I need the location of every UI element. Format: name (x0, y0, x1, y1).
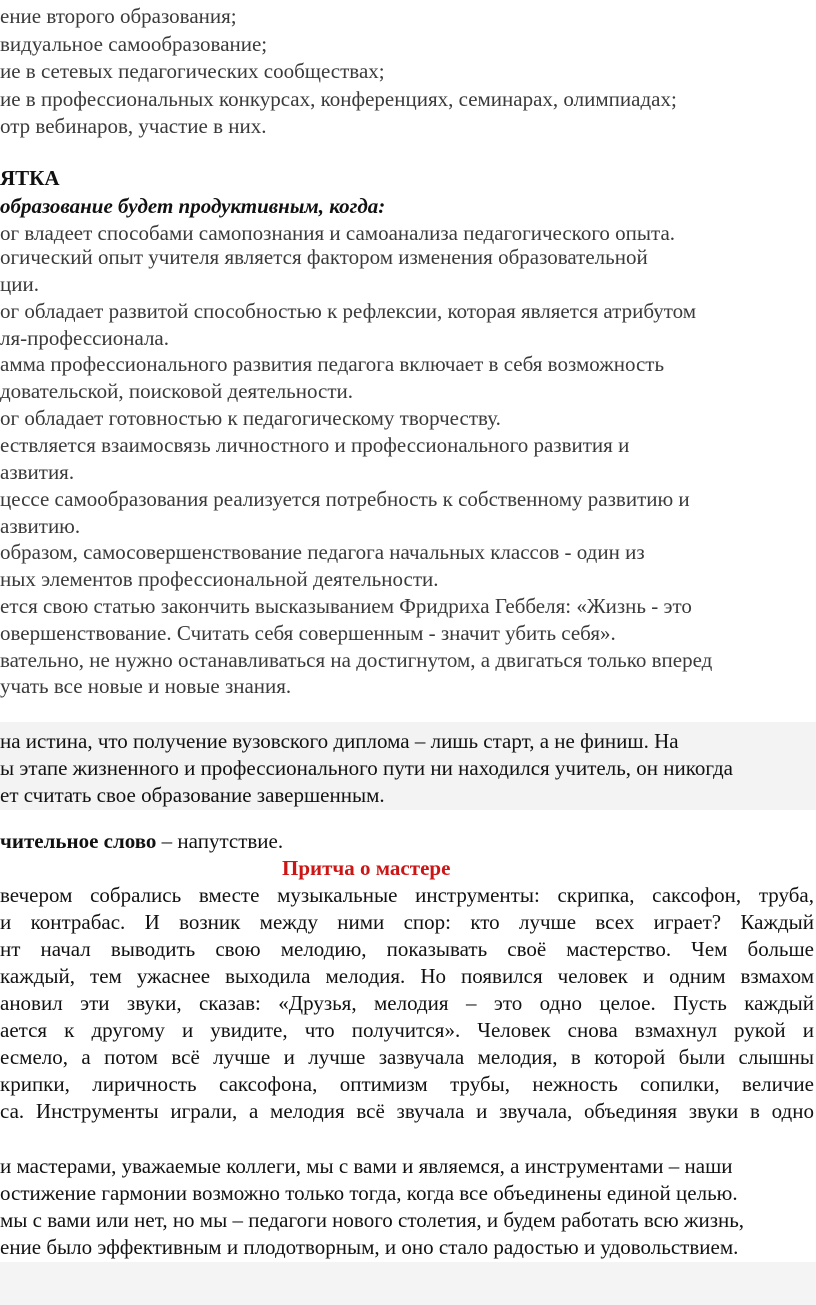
parable-line: нт начал выводить свою мелодию, показывать своё мастерство. Чем больше (0, 937, 814, 961)
list-item: ие в сетевых педагогических сообществах; (0, 59, 385, 83)
paragraph-line: амма профессионального развития педагога включает в себя возможность (0, 352, 665, 376)
parable-line: вечером собрались вместе музыкальные инструменты: скрипка, саксофон, труба, (0, 883, 814, 907)
paragraph-line: ог владеет способами самопознания и самоанализа педагогического опыта. (0, 221, 676, 245)
paragraph-line: ог обладает готовностью к педагогическому творчеству. (0, 406, 501, 430)
list-item: ение второго образования; (0, 4, 237, 28)
footer-band (0, 1262, 816, 1305)
final-line: ение было эффективным и плодотворным, и оно стало радостью и удовольствием. (0, 1235, 739, 1259)
paragraph-line: учать все новые и новые знания. (0, 674, 292, 698)
paragraph-line: довательской, поисковой деятельности. (0, 379, 354, 403)
final-line: мы с вами или нет, но мы – педагоги нового столетия, и будем работать всю жизнь, (0, 1208, 745, 1232)
highlight-line: ы этапе жизненного и профессионального пути ни находился учитель, он никогда (0, 756, 733, 780)
paragraph-line: овершенствование. Считать себя совершенным - значит убить себя». (0, 621, 616, 645)
parable-line: ается к другому и увидите, что получится». Человек снова взмахнул рукой и (0, 1018, 814, 1042)
memo-subtitle: образование будет продуктивным, когда: (0, 194, 386, 218)
paragraph-line: ля-профессионала. (0, 326, 169, 350)
paragraph-line: ется свою статью закончить высказыванием Фридриха Геббеля: «Жизнь - это (0, 594, 692, 618)
closing-heading (0, 828, 283, 854)
paragraph-line: ог обладает развитой способностью к рефлексии, которая является атрибутом (0, 299, 697, 323)
parable-line: ановил эти звуки, сказав: «Друзья, мелодия – это одно целое. Пусть каждый (0, 991, 814, 1015)
paragraph-line: азвития. (0, 460, 75, 484)
parable-title: Притча о мастере (282, 856, 451, 880)
parable-line: крипки, лиричность саксофона, оптимизм трубы, нежность сопилки, величие (0, 1072, 814, 1096)
list-item: ие в профессиональных конкурсах, конференциях, семинарах, олимпиадах; (0, 87, 677, 111)
paragraph-line: ции. (0, 272, 39, 296)
parable-line: и контрабас. И возник между ними спор: кто лучше всех играет? Каждый (0, 910, 814, 934)
highlight-line: ет считать свое образование завершенным. (0, 783, 385, 807)
paragraph-line: вательно, не нужно останавливаться на достигнутом, а двигаться только вперед (0, 648, 713, 672)
paragraph-line: огический опыт учителя является фактором изменения образовательной (0, 245, 648, 269)
final-line: и мастерами, уважаемые коллеги, мы с вами и являемся, а инструментами – наши (0, 1154, 733, 1178)
memo-title: ЯТКА (0, 166, 60, 190)
closing-label: чительное слово (0, 829, 157, 853)
final-line: остижение гармонии возможно только тогда, когда все объединены единой целью. (0, 1181, 738, 1205)
list-item: отр вебинаров, участие в них. (0, 114, 267, 138)
paragraph-line: цессе самообразования реализуется потребность к собственному развитию и (0, 487, 690, 511)
paragraph-line: образом, самосовершенствование педагога начальных классов - один из (0, 540, 645, 564)
paragraph-line: ных элементов профессиональной деятельности. (0, 567, 439, 591)
list-item: видуальное самообразование; (0, 32, 268, 56)
closing-rest: – напутствие. (156, 829, 284, 853)
parable-line: есмело, а потом всё лучше и лучше зазвучала мелодия, в которой были слышны (0, 1045, 814, 1069)
parable-line: са. Инструменты играли, а мелодия всё звучала и звучала, объединяя звуки в одно (0, 1099, 814, 1123)
paragraph-line: ествляется взаимосвязь личностного и профессионального развития и (0, 433, 630, 457)
parable-line: каждый, тем ужаснее выходила мелодия. Но появился человек и одним взмахом (0, 964, 814, 988)
highlight-line: на истина, что получение вузовского диплома – лишь старт, а не финиш. На (0, 729, 679, 753)
paragraph-line: азвитию. (0, 514, 81, 538)
